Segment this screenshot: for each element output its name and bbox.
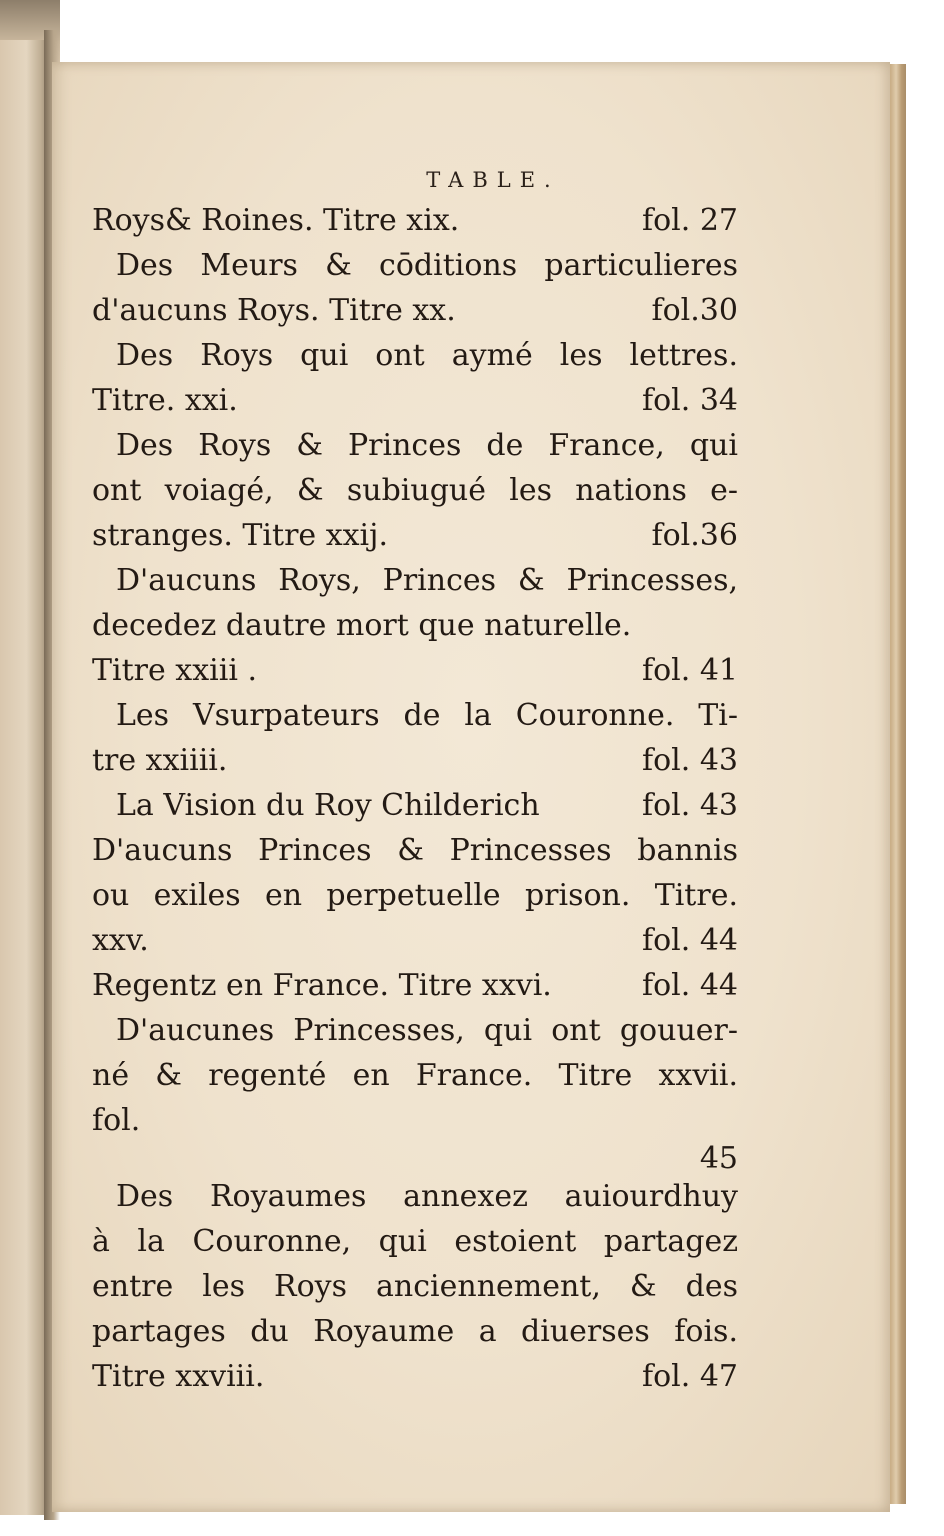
toc-entry-folio: fol.30: [651, 293, 738, 328]
toc-entry-title: partages du Royaume a diuerses fois.: [92, 1314, 738, 1349]
toc-line: [92, 828, 738, 873]
table-of-contents: [92, 198, 738, 1399]
toc-entry-title: fol.: [92, 1103, 141, 1138]
toc-line: [92, 468, 738, 513]
toc-line: [92, 1219, 738, 1264]
toc-line: [92, 513, 738, 558]
toc-line: [92, 1354, 738, 1399]
toc-entry-title: xxv.: [92, 923, 149, 958]
toc-entry-title: Des Royaumes annexez auiourdhuy: [116, 1179, 738, 1214]
toc-line: [92, 1136, 738, 1174]
toc-line: [92, 378, 738, 423]
toc-entry-title: Des Meurs & cōditions particulieres: [116, 248, 738, 283]
book-page: [52, 62, 890, 1512]
toc-line: [92, 603, 738, 648]
toc-entry-title: decedez dautre mort que naturelle.: [92, 608, 632, 643]
toc-line: [92, 1008, 738, 1053]
toc-entry-folio: fol. 41: [641, 653, 738, 688]
toc-entry-title: entre les Roys anciennement, & des: [92, 1269, 738, 1304]
toc-entry-folio: fol. 34: [641, 383, 738, 418]
toc-entry-title: né & regenté en France. Titre xxvii.: [92, 1058, 738, 1093]
left-page-edge: [0, 40, 49, 1515]
toc-entry-title: La Vision du Roy Childerich: [116, 788, 540, 823]
toc-line: [92, 1053, 738, 1098]
toc-entry-folio: fol.36: [651, 518, 738, 553]
toc-entry-folio: fol. 43: [641, 788, 738, 823]
toc-entry-folio: 45: [699, 1141, 738, 1176]
toc-line: [92, 423, 738, 468]
toc-line: [92, 963, 738, 1008]
toc-line: [92, 1309, 738, 1354]
toc-entry-title: Titre xxiii .: [92, 653, 257, 688]
page-header: TABLE.: [426, 168, 560, 192]
toc-entry-folio: fol. 27: [641, 203, 738, 238]
toc-entry-title: d'aucuns Roys. Titre xx.: [92, 293, 456, 328]
toc-entry-folio: fol. 44: [641, 923, 738, 958]
toc-entry-title: Des Roys qui ont aymé les lettres.: [116, 338, 738, 373]
toc-line: [92, 1098, 738, 1136]
toc-entry-title: D'aucunes Princesses, qui ont gouuer-: [116, 1013, 738, 1048]
toc-entry-folio: fol. 44: [641, 968, 738, 1003]
toc-entry-title: Titre xxviii.: [92, 1359, 265, 1394]
toc-line: [92, 738, 738, 783]
toc-entry-title: Titre. xxi.: [92, 383, 238, 418]
toc-line: [92, 1174, 738, 1219]
toc-line: [92, 1264, 738, 1309]
toc-entry-title: stranges. Titre xxij.: [92, 518, 388, 553]
toc-entry-folio: fol. 47: [641, 1359, 738, 1394]
toc-entry-title: D'aucuns Princes & Princesses bannis: [92, 833, 738, 868]
toc-entry-title: Regentz en France. Titre xxvi.: [92, 968, 552, 1003]
toc-entry-title: à la Couronne, qui estoient partagez: [92, 1224, 738, 1259]
toc-line: [92, 873, 738, 918]
toc-line: [92, 333, 738, 378]
toc-line: [92, 558, 738, 603]
toc-line: [92, 693, 738, 738]
toc-line: [92, 288, 738, 333]
toc-entry-title: tre xxiiii.: [92, 743, 228, 778]
toc-entry-title: Roys& Roines. Titre xix.: [92, 203, 460, 238]
toc-entry-folio: fol. 43: [641, 743, 738, 778]
toc-entry-title: D'aucuns Roys, Princes & Princesses,: [116, 563, 738, 598]
toc-entry-title: Les Vsurpateurs de la Couronne. Ti-: [116, 698, 738, 733]
toc-line: [92, 918, 738, 963]
toc-line: [92, 198, 738, 243]
toc-line: [92, 648, 738, 693]
toc-entry-title: Des Roys & Princes de France, qui: [116, 428, 738, 463]
toc-entry-title: ou exiles en perpetuelle prison. Titre.: [92, 878, 738, 913]
toc-line: [92, 243, 738, 288]
toc-entry-title: ont voiagé, & subiugué les nations e-: [92, 473, 738, 508]
toc-line: [92, 783, 738, 828]
